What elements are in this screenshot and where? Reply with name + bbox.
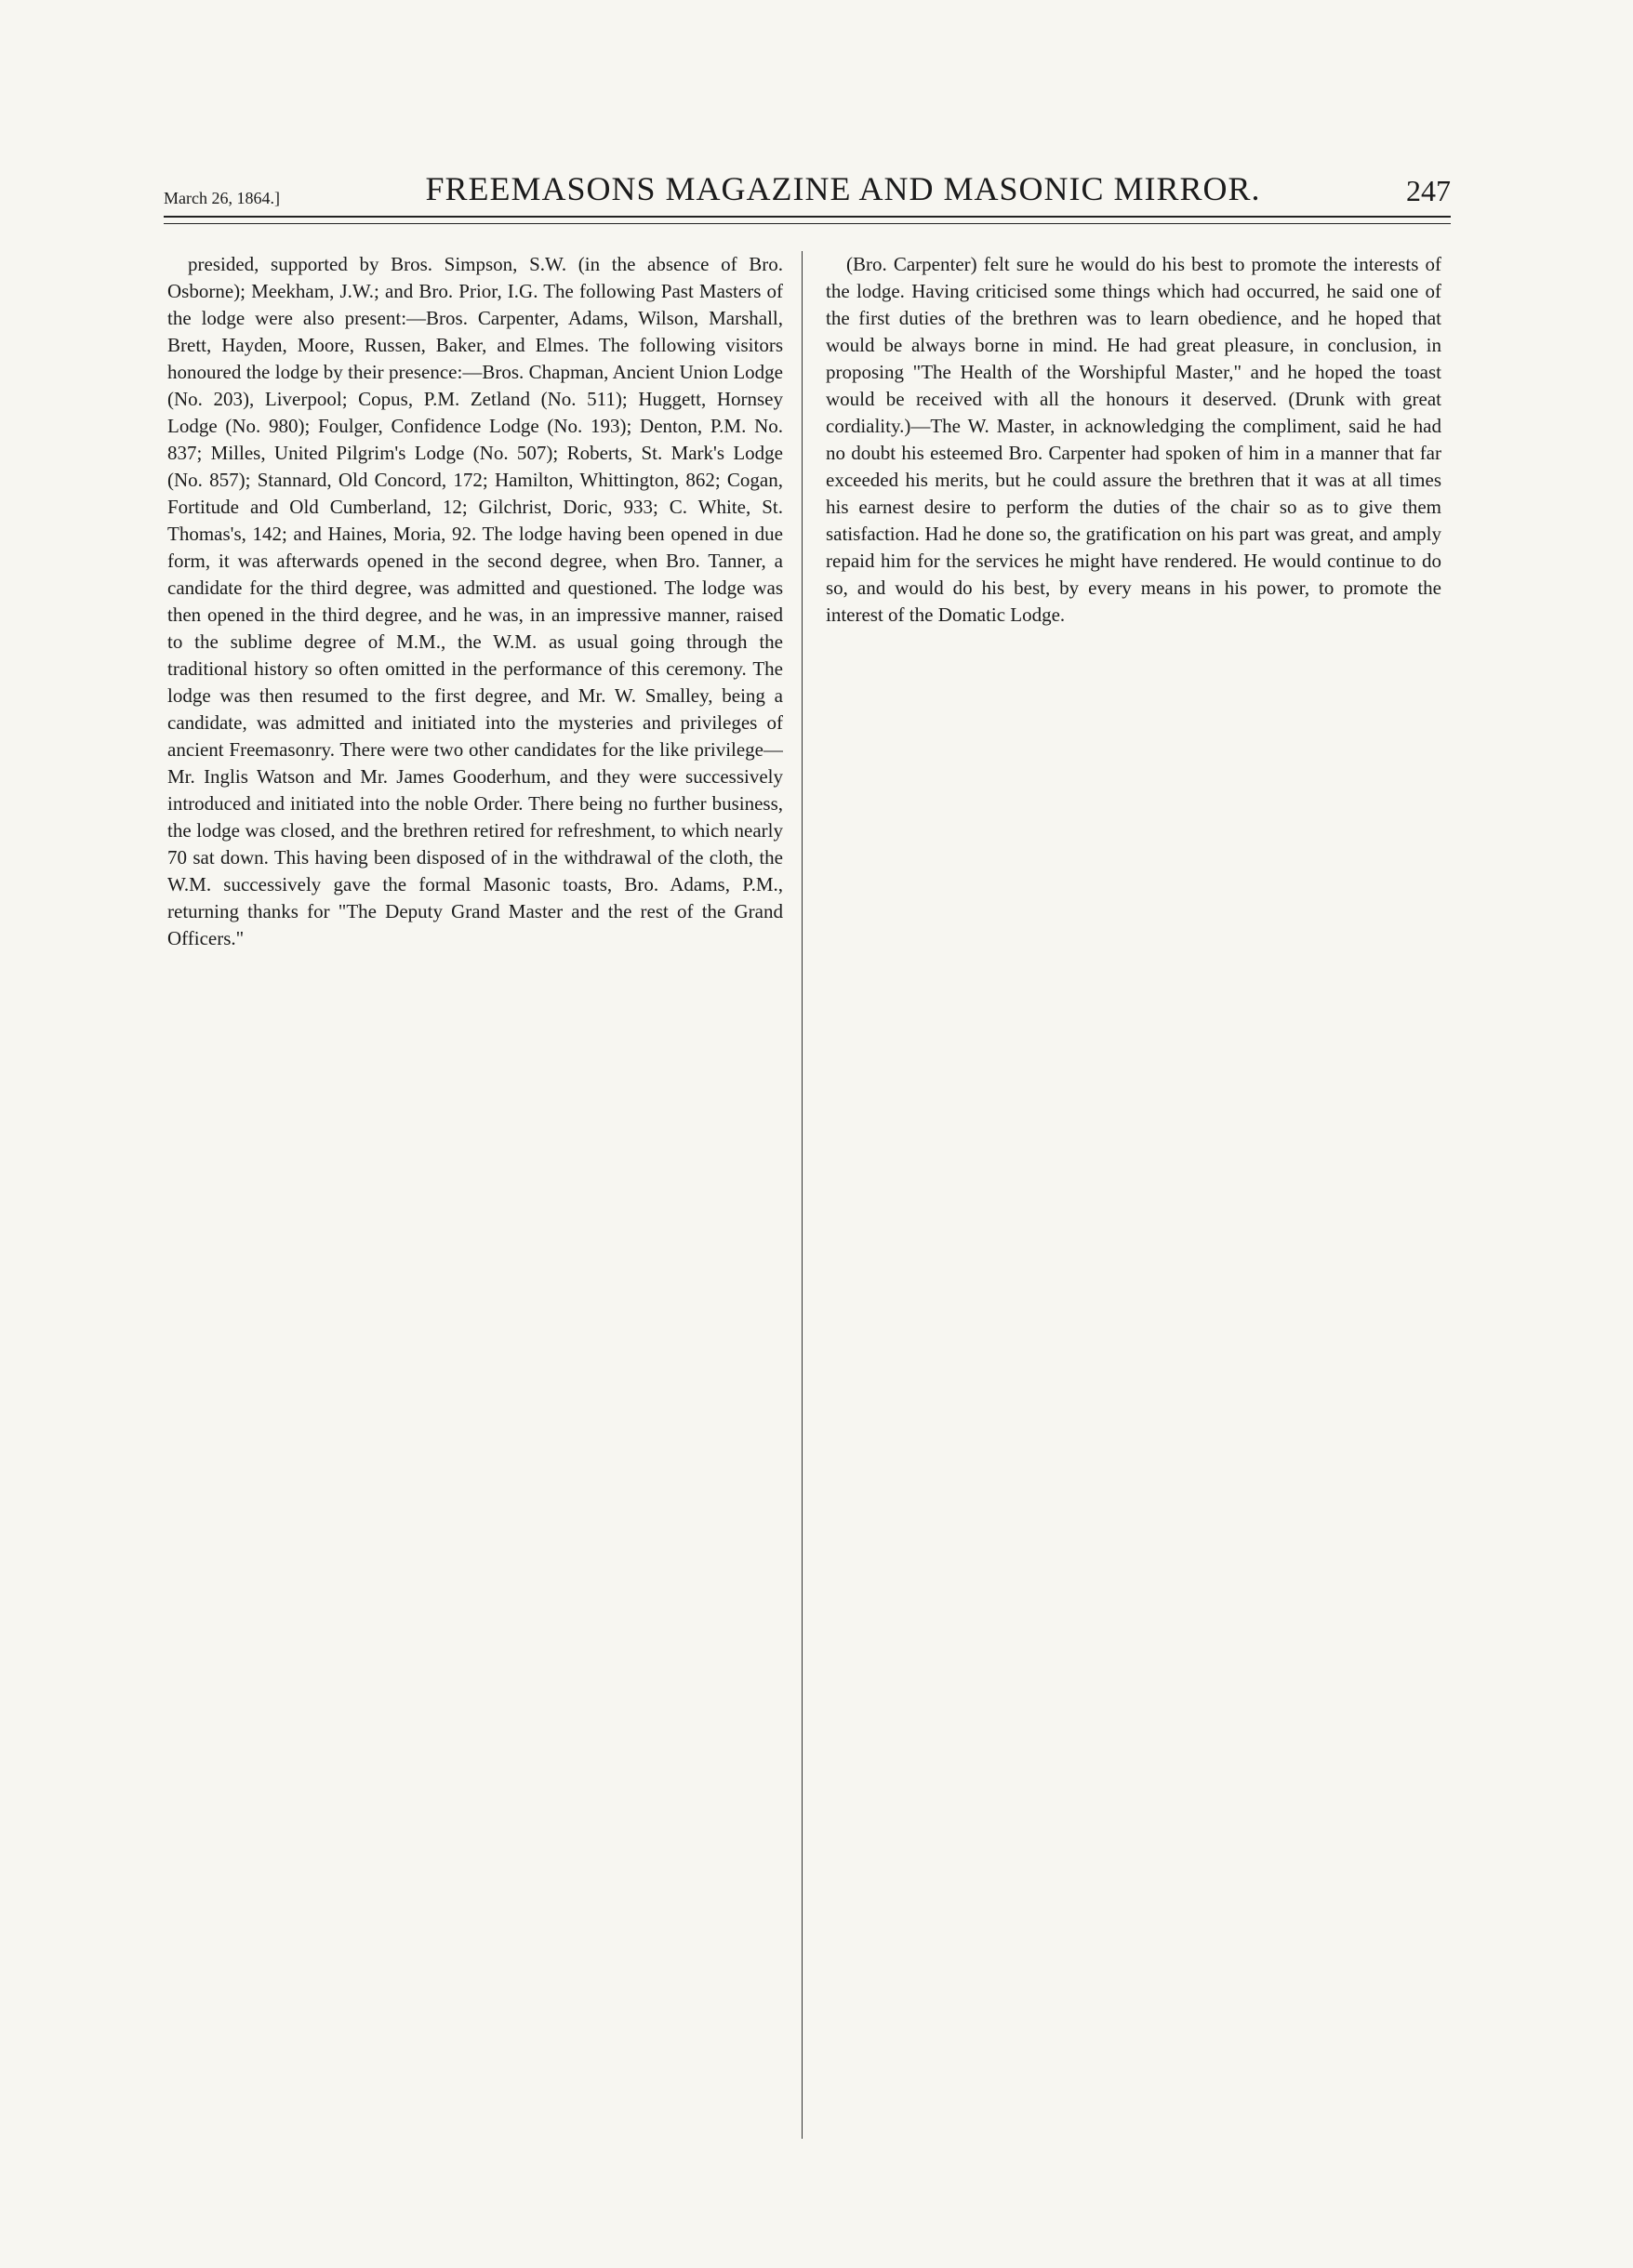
right-column [826,251,1441,2139]
issue-date: March 26, 1864.] [164,189,280,207]
left-column [167,251,783,2139]
left-column-text: presided, supported by Bros. Simpson, S.W. (in the absence of Bro. Osborne); Meekham, J.W.; and Bro. Prior, I.G. The following Past Masters of the lodge were also present:—Bros. Carpenter, Adams, Wilson, Marshall, Brett, Hayden, Moore, Russen, Baker, and Elmes. The following visitors honoured the lodge by their presence:—Bros. Chapman, Ancient Union Lodge (No. 203), Liverpool; Copus, P.M. Zetland (No. 511); Huggett, Hornsey Lodge (No. 980); Foulger, Confidence Lodge (No. 193); Denton, P.M. No. 837; Milles, United Pilgrim's Lodge (No. 507); Roberts, St. Mark's Lodge (No. 857); Stannard, Old Concord, 172; Hamilton, Whittington, 862; Cogan, Fortitude and Old Cumberland, 12; Gilchrist, Doric, 933; C. White, St. Thomas's, 142; and Haines, Moria, 92. The lodge having been opened in due form, it was afterwards opened in the second degree, when Bro. Tanner, a candidate for the third degree, was admitted and questioned. The lodge was then opened in the third degree, and he was, in an impressive manner, raised to the sublime degree of M.M., the W.M. as usual going through the traditional history so often omitted in the performance of this ceremony. The lodge was then resumed to the first degree, and Mr. W. Smalley, being a candidate, was admitted and initiated into the mysteries and privileges of ancient Freemasonry. There were two other candidates for the like privilege—Mr. Inglis Watson and Mr. James Gooderhum, and they were successively introduced and initiated into the noble Order. There being no further business, the lodge was closed, and the brethren retired for refreshment, to which nearly 70 sat down. This having been disposed of in the withdrawal of the cloth, the W.M. successively gave the formal Masonic toasts, Bro. Adams, P.M., returning thanks for "The Deputy Grand Master and the rest of the Grand Officers." [167,253,783,949]
publication-title: FREEMASONS MAGAZINE AND MASONIC MIRROR. [425,170,1261,207]
page-number: 247 [1406,174,1451,207]
header-rule-thick [164,216,1451,218]
right-column-text: (Bro. Carpenter) felt sure he would do his best to promote the interests of the lodge. Having criticised some things which had occurred, he said one of the first duties of the brethren was to learn obedience, and he hoped that would be always borne in mind. He had great pleasure, in conclusion, in proposing "The Health of the Worshipful Master," and he hoped the toast would be received with all the honours it deserved. (Drunk with great cordiality.)—The W. Master, in acknowledging the compliment, said he had no doubt his esteemed Bro. Carpenter had spoken of him in a manner that far exceeded his merits, but he could assure the brethren that it was at all times his earnest desire to perform the duties of the chair so as to give them satisfaction. Had he done so, the gratification on his part was great, and amply repaid him for the services he might have rendered. He would continue to do so, and would do his best, by every means in his power, to promote the interest of the Domatic Lodge. [826,253,1441,626]
header-rule-thin [164,223,1451,224]
column-divider [802,251,803,2139]
page-header [164,149,1451,208]
